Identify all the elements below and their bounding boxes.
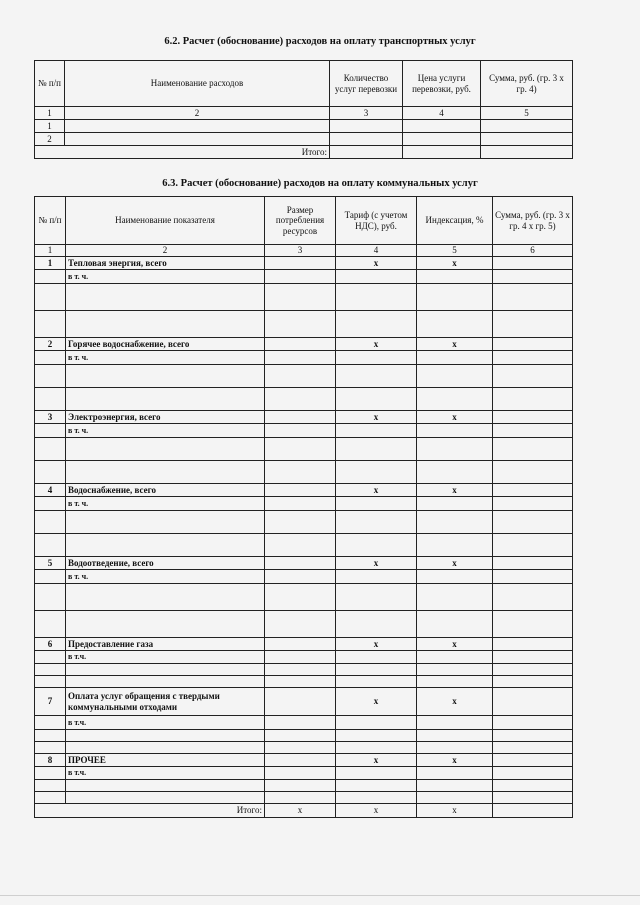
indexation-x-mark: x bbox=[417, 411, 493, 424]
subsection-row bbox=[35, 570, 573, 584]
empty-cell bbox=[336, 424, 417, 438]
expense-name-cell bbox=[65, 133, 330, 146]
empty-cell bbox=[493, 388, 573, 411]
section-number: 5 bbox=[35, 557, 66, 570]
col-header-indicator-name: Наименование показателя bbox=[66, 197, 265, 245]
empty-cell bbox=[493, 651, 573, 664]
subsection-label: в т. ч. bbox=[66, 497, 265, 511]
empty-cell bbox=[265, 270, 336, 284]
table-header-row bbox=[35, 61, 573, 107]
empty-cell bbox=[417, 651, 493, 664]
empty-cell bbox=[493, 270, 573, 284]
column-number: 5 bbox=[481, 107, 573, 120]
empty-cell bbox=[35, 730, 66, 742]
empty-cell bbox=[66, 780, 265, 792]
empty-cell bbox=[336, 676, 417, 688]
empty-cell bbox=[265, 742, 336, 754]
col-header-expense-name: Наименование расходов bbox=[65, 61, 330, 107]
empty-cell bbox=[493, 611, 573, 638]
empty-cell bbox=[493, 497, 573, 511]
total-row bbox=[35, 146, 573, 159]
section-name: Горячее водоснабжение, всего bbox=[66, 338, 265, 351]
empty-cell bbox=[265, 497, 336, 511]
empty-cell bbox=[417, 497, 493, 511]
blank-row bbox=[35, 461, 573, 484]
empty-cell bbox=[265, 611, 336, 638]
sum-cell bbox=[493, 557, 573, 570]
blank-row bbox=[35, 284, 573, 311]
consumption-cell bbox=[265, 638, 336, 651]
subsection-label: в т.ч. bbox=[66, 716, 265, 730]
subsection-label: в т. ч. bbox=[66, 424, 265, 438]
indexation-x-mark: x bbox=[417, 557, 493, 570]
subsection-row bbox=[35, 716, 573, 730]
section-number: 1 bbox=[35, 257, 66, 270]
utilities-costs-table bbox=[34, 196, 573, 818]
empty-cell bbox=[265, 716, 336, 730]
empty-cell bbox=[66, 742, 265, 754]
row-number bbox=[35, 767, 66, 780]
total-x-mark: x bbox=[417, 804, 493, 818]
empty-cell bbox=[417, 742, 493, 754]
consumption-cell bbox=[265, 484, 336, 497]
total-row bbox=[35, 804, 573, 818]
empty-cell bbox=[417, 730, 493, 742]
total-label: Итого: bbox=[35, 146, 330, 159]
blank-row bbox=[35, 438, 573, 461]
sum-cell bbox=[493, 484, 573, 497]
total-x-mark: x bbox=[265, 804, 336, 818]
empty-cell bbox=[493, 742, 573, 754]
empty-cell bbox=[417, 716, 493, 730]
empty-cell bbox=[336, 511, 417, 534]
empty-cell bbox=[35, 742, 66, 754]
section-number: 4 bbox=[35, 484, 66, 497]
tariff-x-mark: x bbox=[336, 338, 417, 351]
empty-cell bbox=[35, 511, 66, 534]
indexation-x-mark: x bbox=[417, 754, 493, 767]
column-number-row bbox=[35, 107, 573, 120]
empty-cell bbox=[417, 424, 493, 438]
quantity-cell bbox=[330, 133, 403, 146]
section-row bbox=[35, 484, 573, 497]
empty-cell bbox=[493, 511, 573, 534]
empty-cell bbox=[336, 351, 417, 365]
empty-cell bbox=[35, 780, 66, 792]
empty-cell bbox=[493, 584, 573, 611]
empty-cell bbox=[35, 792, 66, 804]
column-number: 4 bbox=[336, 245, 417, 257]
section-row bbox=[35, 688, 573, 716]
empty-cell bbox=[66, 730, 265, 742]
section-name: Оплата услуг обращения с твердыми коммунальными отходами bbox=[66, 688, 265, 716]
blank-row bbox=[35, 664, 573, 676]
empty-cell bbox=[35, 664, 66, 676]
sum-cell bbox=[481, 120, 573, 133]
column-number: 2 bbox=[66, 245, 265, 257]
blank-row bbox=[35, 365, 573, 388]
tariff-x-mark: x bbox=[336, 484, 417, 497]
empty-cell bbox=[417, 438, 493, 461]
row-number bbox=[35, 497, 66, 511]
sum-cell bbox=[481, 133, 573, 146]
subsection-label: в т.ч. bbox=[66, 767, 265, 780]
empty-cell bbox=[66, 461, 265, 484]
col-header-indexation: Индексация, % bbox=[417, 197, 493, 245]
table-6-2-title: 6.2. Расчет (обоснование) расходов на оплату транспортных услуг bbox=[164, 36, 476, 47]
section-number: 8 bbox=[35, 754, 66, 767]
empty-cell bbox=[35, 365, 66, 388]
tariff-x-mark: x bbox=[336, 411, 417, 424]
blank-row bbox=[35, 730, 573, 742]
empty-cell bbox=[66, 365, 265, 388]
table-row bbox=[35, 133, 573, 146]
blank-row bbox=[35, 611, 573, 638]
section-row bbox=[35, 411, 573, 424]
indexation-x-mark: x bbox=[417, 257, 493, 270]
empty-cell bbox=[265, 284, 336, 311]
empty-cell bbox=[417, 534, 493, 557]
empty-cell bbox=[493, 438, 573, 461]
col-header-tariff: Тариф (с учетом НДС), руб. bbox=[336, 197, 417, 245]
empty-cell bbox=[336, 767, 417, 780]
empty-cell bbox=[265, 461, 336, 484]
empty-cell bbox=[336, 311, 417, 338]
section-number: 7 bbox=[35, 688, 66, 716]
empty-cell bbox=[35, 461, 66, 484]
empty-cell bbox=[493, 570, 573, 584]
empty-cell bbox=[417, 461, 493, 484]
section-row bbox=[35, 257, 573, 270]
empty-cell bbox=[493, 676, 573, 688]
section-name: Тепловая энергия, всего bbox=[66, 257, 265, 270]
column-number: 1 bbox=[35, 245, 66, 257]
blank-row bbox=[35, 511, 573, 534]
empty-cell bbox=[265, 311, 336, 338]
section-number: 6 bbox=[35, 638, 66, 651]
empty-cell bbox=[417, 270, 493, 284]
empty-cell bbox=[417, 388, 493, 411]
column-number: 4 bbox=[403, 107, 481, 120]
row-number bbox=[35, 651, 66, 664]
tariff-x-mark: x bbox=[336, 754, 417, 767]
empty-cell bbox=[493, 730, 573, 742]
blank-row bbox=[35, 584, 573, 611]
blank-row bbox=[35, 792, 573, 804]
empty-cell bbox=[66, 664, 265, 676]
section-row bbox=[35, 754, 573, 767]
empty-cell bbox=[417, 767, 493, 780]
section-row bbox=[35, 338, 573, 351]
empty-cell bbox=[66, 511, 265, 534]
indexation-x-mark: x bbox=[417, 338, 493, 351]
consumption-cell bbox=[265, 754, 336, 767]
sum-cell bbox=[493, 638, 573, 651]
empty-cell bbox=[417, 284, 493, 311]
empty-cell bbox=[336, 534, 417, 557]
col-header-price: Цена услуги перевозки, руб. bbox=[403, 61, 481, 107]
empty-cell bbox=[265, 511, 336, 534]
transport-costs-table bbox=[34, 60, 573, 159]
empty-cell bbox=[35, 676, 66, 688]
sum-cell bbox=[493, 257, 573, 270]
total-cell bbox=[330, 146, 403, 159]
empty-cell bbox=[336, 651, 417, 664]
empty-cell bbox=[336, 570, 417, 584]
col-header-consumption: Размер потребления ресурсов bbox=[265, 197, 336, 245]
table-header-row bbox=[35, 197, 573, 245]
empty-cell bbox=[417, 351, 493, 365]
column-number: 1 bbox=[35, 107, 65, 120]
column-number-row bbox=[35, 245, 573, 257]
empty-cell bbox=[417, 664, 493, 676]
empty-cell bbox=[336, 388, 417, 411]
row-number: 2 bbox=[35, 133, 65, 146]
empty-cell bbox=[493, 461, 573, 484]
empty-cell bbox=[336, 461, 417, 484]
col-header-sum: Сумма, руб. (гр. 3 х гр. 4) bbox=[481, 61, 573, 107]
empty-cell bbox=[493, 767, 573, 780]
empty-cell bbox=[265, 792, 336, 804]
sum-cell bbox=[493, 411, 573, 424]
empty-cell bbox=[336, 716, 417, 730]
empty-cell bbox=[493, 284, 573, 311]
empty-cell bbox=[336, 584, 417, 611]
empty-cell bbox=[417, 570, 493, 584]
empty-cell bbox=[336, 780, 417, 792]
tariff-x-mark: x bbox=[336, 638, 417, 651]
empty-cell bbox=[493, 351, 573, 365]
empty-cell bbox=[493, 664, 573, 676]
consumption-cell bbox=[265, 338, 336, 351]
empty-cell bbox=[265, 570, 336, 584]
empty-cell bbox=[493, 311, 573, 338]
row-number bbox=[35, 270, 66, 284]
col-header-number: № п/п bbox=[35, 61, 65, 107]
empty-cell bbox=[336, 270, 417, 284]
section-number: 3 bbox=[35, 411, 66, 424]
row-number: 1 bbox=[35, 120, 65, 133]
blank-row bbox=[35, 388, 573, 411]
empty-cell bbox=[417, 511, 493, 534]
indexation-x-mark: x bbox=[417, 688, 493, 716]
blank-row bbox=[35, 676, 573, 688]
column-number: 6 bbox=[493, 245, 573, 257]
subsection-row bbox=[35, 651, 573, 664]
empty-cell bbox=[265, 365, 336, 388]
quantity-cell bbox=[330, 120, 403, 133]
column-number: 5 bbox=[417, 245, 493, 257]
empty-cell bbox=[265, 676, 336, 688]
empty-cell bbox=[265, 534, 336, 557]
consumption-cell bbox=[265, 557, 336, 570]
tariff-x-mark: x bbox=[336, 257, 417, 270]
sum-cell bbox=[493, 688, 573, 716]
empty-cell bbox=[336, 497, 417, 511]
empty-cell bbox=[493, 716, 573, 730]
tariff-x-mark: x bbox=[336, 557, 417, 570]
row-number bbox=[35, 716, 66, 730]
column-number: 3 bbox=[330, 107, 403, 120]
row-number bbox=[35, 570, 66, 584]
section-name: Предоставление газа bbox=[66, 638, 265, 651]
empty-cell bbox=[66, 388, 265, 411]
subsection-label: в т. ч. bbox=[66, 270, 265, 284]
empty-cell bbox=[35, 611, 66, 638]
blank-row bbox=[35, 311, 573, 338]
empty-cell bbox=[265, 780, 336, 792]
consumption-cell bbox=[265, 688, 336, 716]
col-header-sum: Сумма, руб. (гр. 3 х гр. 4 х гр. 5) bbox=[493, 197, 573, 245]
page-bottom-edge bbox=[0, 895, 640, 896]
total-label: Итого: bbox=[35, 804, 265, 818]
empty-cell bbox=[66, 676, 265, 688]
empty-cell bbox=[35, 311, 66, 338]
empty-cell bbox=[265, 730, 336, 742]
total-sum-cell bbox=[493, 804, 573, 818]
expense-name-cell bbox=[65, 120, 330, 133]
empty-cell bbox=[35, 584, 66, 611]
sum-cell bbox=[493, 338, 573, 351]
empty-cell bbox=[265, 424, 336, 438]
blank-row bbox=[35, 534, 573, 557]
empty-cell bbox=[417, 780, 493, 792]
empty-cell bbox=[417, 676, 493, 688]
empty-cell bbox=[35, 388, 66, 411]
utilities-sections bbox=[35, 257, 573, 804]
empty-cell bbox=[265, 767, 336, 780]
price-cell bbox=[403, 133, 481, 146]
tariff-x-mark: x bbox=[336, 688, 417, 716]
empty-cell bbox=[265, 651, 336, 664]
consumption-cell bbox=[265, 257, 336, 270]
table-6-3-title: 6.3. Расчет (обоснование) расходов на оплату коммунальных услуг bbox=[162, 178, 478, 189]
empty-cell bbox=[265, 584, 336, 611]
total-x-mark: x bbox=[336, 804, 417, 818]
empty-cell bbox=[265, 388, 336, 411]
price-cell bbox=[403, 120, 481, 133]
row-number bbox=[35, 351, 66, 365]
empty-cell bbox=[66, 284, 265, 311]
sum-cell bbox=[493, 754, 573, 767]
section-row bbox=[35, 638, 573, 651]
subsection-row bbox=[35, 497, 573, 511]
empty-cell bbox=[493, 780, 573, 792]
empty-cell bbox=[66, 534, 265, 557]
empty-cell bbox=[336, 742, 417, 754]
column-number: 3 bbox=[265, 245, 336, 257]
empty-cell bbox=[417, 311, 493, 338]
col-header-quantity: Количество услуг перевозки bbox=[330, 61, 403, 107]
empty-cell bbox=[493, 424, 573, 438]
subsection-row bbox=[35, 270, 573, 284]
section-name: Водоснабжение, всего bbox=[66, 484, 265, 497]
empty-cell bbox=[336, 730, 417, 742]
section-number: 2 bbox=[35, 338, 66, 351]
empty-cell bbox=[493, 792, 573, 804]
empty-cell bbox=[336, 284, 417, 311]
indexation-x-mark: x bbox=[417, 484, 493, 497]
empty-cell bbox=[493, 534, 573, 557]
subsection-row bbox=[35, 767, 573, 780]
section-name: Водоотведение, всего bbox=[66, 557, 265, 570]
empty-cell bbox=[35, 438, 66, 461]
indexation-x-mark: x bbox=[417, 638, 493, 651]
empty-cell bbox=[35, 284, 66, 311]
subsection-row bbox=[35, 424, 573, 438]
subsection-label: в т.ч. bbox=[66, 651, 265, 664]
empty-cell bbox=[493, 365, 573, 388]
empty-cell bbox=[417, 584, 493, 611]
subsection-row bbox=[35, 351, 573, 365]
empty-cell bbox=[66, 311, 265, 338]
empty-cell bbox=[66, 438, 265, 461]
empty-cell bbox=[265, 438, 336, 461]
empty-cell bbox=[417, 611, 493, 638]
empty-cell bbox=[66, 611, 265, 638]
consumption-cell bbox=[265, 411, 336, 424]
total-cell bbox=[403, 146, 481, 159]
blank-row bbox=[35, 742, 573, 754]
section-name: ПРОЧЕЕ bbox=[66, 754, 265, 767]
empty-cell bbox=[336, 664, 417, 676]
empty-cell bbox=[336, 365, 417, 388]
empty-cell bbox=[35, 534, 66, 557]
table-row bbox=[35, 120, 573, 133]
empty-cell bbox=[336, 792, 417, 804]
blank-row bbox=[35, 780, 573, 792]
row-number bbox=[35, 424, 66, 438]
col-header-number: № п/п bbox=[35, 197, 66, 245]
empty-cell bbox=[417, 365, 493, 388]
subsection-label: в т. ч. bbox=[66, 570, 265, 584]
subsection-label: в т. ч. bbox=[66, 351, 265, 365]
empty-cell bbox=[265, 351, 336, 365]
empty-cell bbox=[265, 664, 336, 676]
section-row bbox=[35, 557, 573, 570]
empty-cell bbox=[417, 792, 493, 804]
empty-cell bbox=[336, 611, 417, 638]
empty-cell bbox=[66, 584, 265, 611]
empty-cell bbox=[66, 792, 265, 804]
column-number: 2 bbox=[65, 107, 330, 120]
section-name: Электроэнергия, всего bbox=[66, 411, 265, 424]
total-cell bbox=[481, 146, 573, 159]
empty-cell bbox=[336, 438, 417, 461]
